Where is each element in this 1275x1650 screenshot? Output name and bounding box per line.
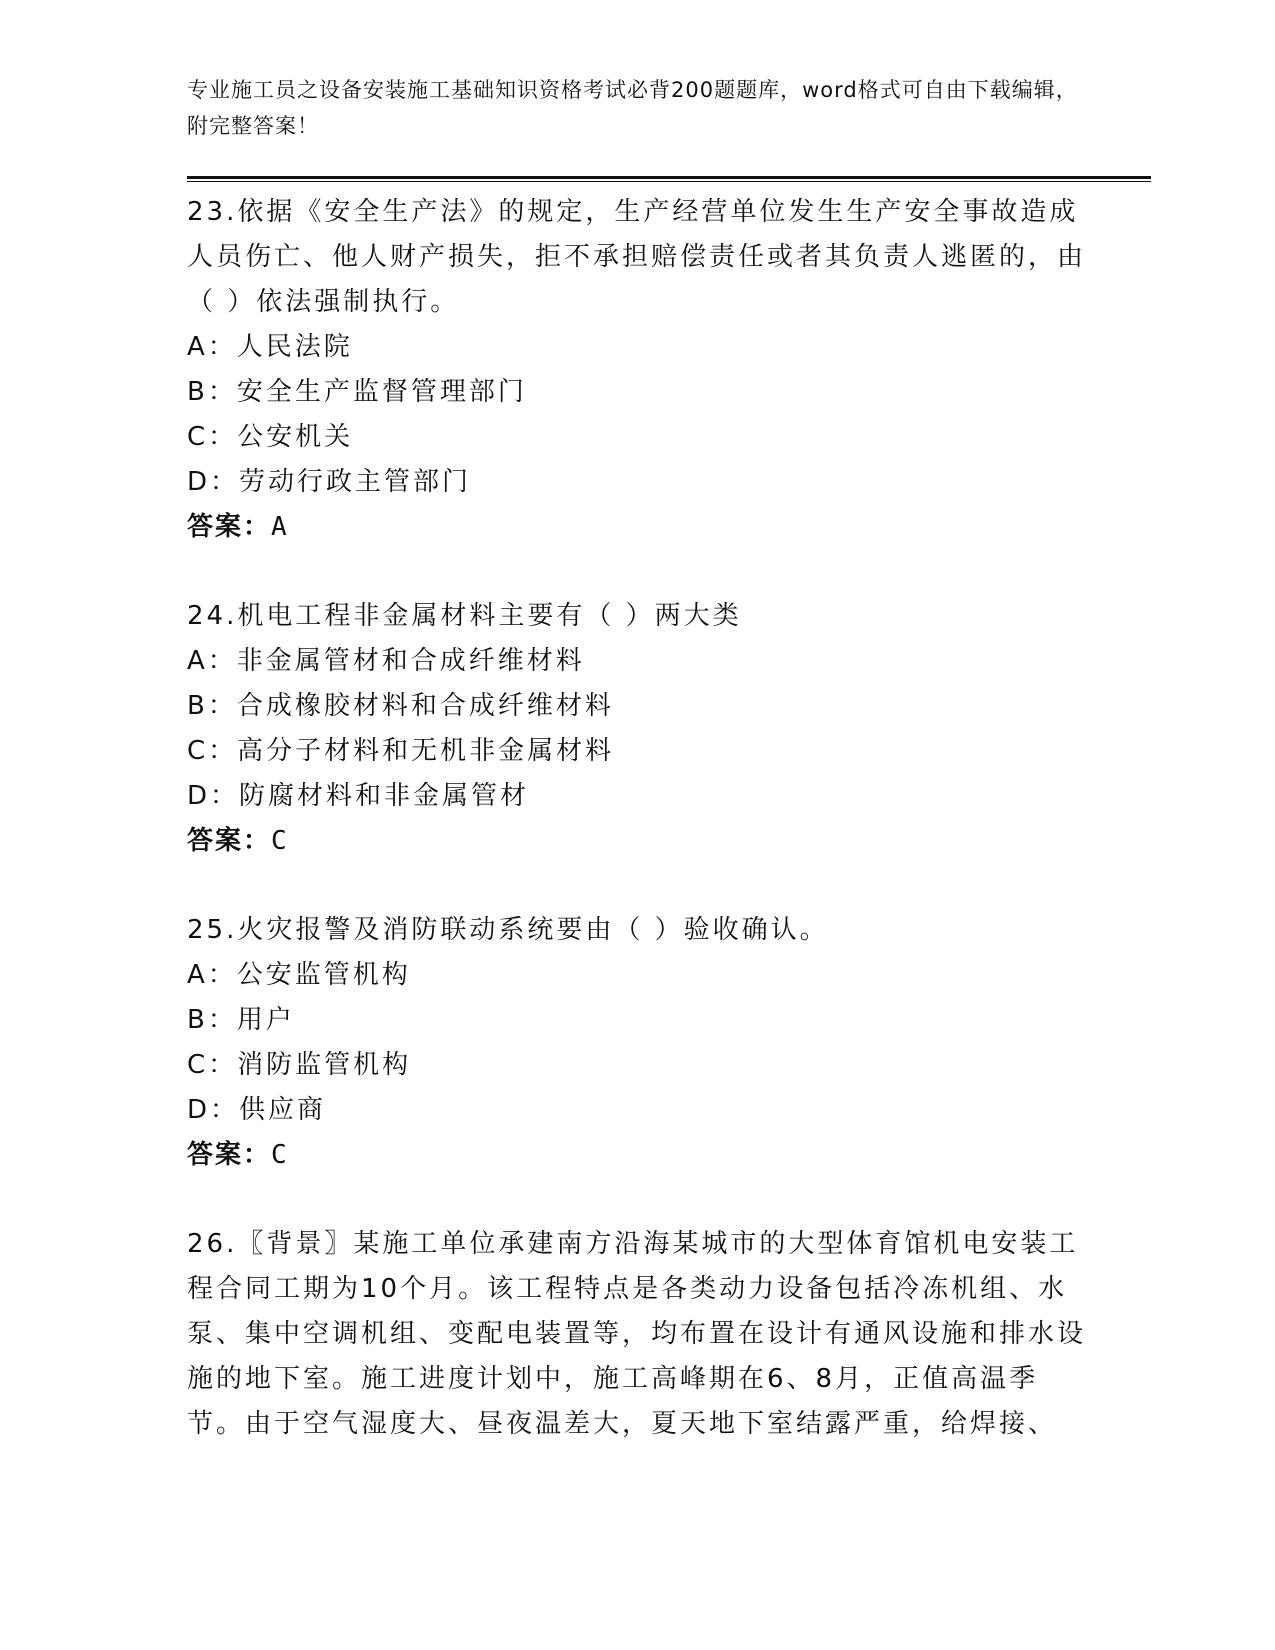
option-c: C：公安机关	[187, 422, 354, 452]
option-a: A：公安监管机构	[187, 960, 411, 990]
question-stem: 23.依据《安全生产法》的规定，生产经营单位发生生产安全事故造成人员伤亡、他人财产损失，拒不承担赔偿责任或者其负责人逃匿的，由（ ）依法强制执行。	[187, 197, 1087, 317]
answer-label: 答案：	[187, 1140, 272, 1170]
document-header: 专业施工员之设备安装施工基础知识资格考试必背200题题库，word格式可自由下载编辑，附完整答案！	[187, 78, 1078, 138]
option-c: C：高分子材料和无机非金属材料	[187, 736, 615, 766]
header-divider-thin	[187, 181, 1151, 182]
answer-line	[187, 505, 1087, 550]
option-d: D：防腐材料和非金属管材	[187, 781, 530, 811]
question-list	[187, 190, 1087, 1491]
question-stem: 26.〖背景〗某施工单位承建南方沿海某城市的大型体育馆机电安装工程合同工期为10个月。该工程特点是各类动力设备包括冷冻机组、水泵、集中空调机组、变配电装置等，均布置在设计有通风设施和排水设施的地下室。施工进度计划中，施工高峰期在6、8月，正值高温季节。由于空气湿度大、昼夜温差大，夏天地下室结露严重，给焊接、	[187, 1229, 1087, 1439]
option-a: A：非金属管材和合成纤维材料	[187, 646, 585, 676]
option-a: A：人民法院	[187, 332, 353, 362]
option-d: D：劳动行政主管部门	[187, 467, 472, 497]
question-stem: 25.火灾报警及消防联动系统要由（ ）验收确认。	[187, 915, 829, 945]
option-b: B：安全生产监督管理部门	[187, 377, 527, 407]
answer-value: A	[271, 512, 289, 542]
answer-label: 答案：	[187, 512, 272, 542]
option-b: B：合成橡胶材料和合成纤维材料	[187, 691, 614, 721]
option-c: C：消防监管机构	[187, 1050, 412, 1080]
question-23	[187, 190, 1087, 550]
question-25	[187, 908, 1087, 1178]
answer-value: C	[271, 826, 289, 856]
answer-value: C	[271, 1140, 289, 1170]
question-stem: 24.机电工程非金属材料主要有（ ）两大类	[187, 601, 742, 631]
option-b: B：用户	[187, 1005, 295, 1035]
answer-label: 答案：	[187, 826, 272, 856]
answer-line	[187, 819, 1087, 864]
option-d: D：供应商	[187, 1095, 327, 1125]
question-26	[187, 1222, 1087, 1447]
header-divider-thick	[187, 176, 1151, 179]
answer-line	[187, 1133, 1087, 1178]
question-24	[187, 594, 1087, 864]
